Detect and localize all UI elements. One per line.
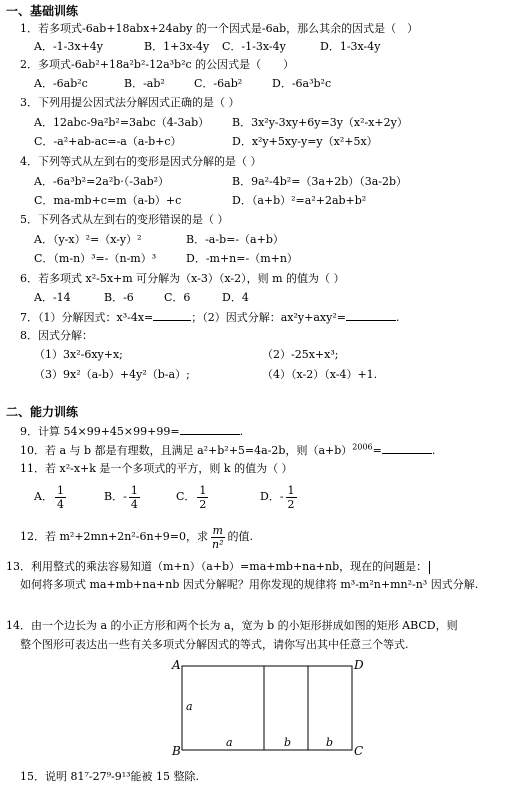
vertex-a-label: A — [172, 658, 181, 672]
q2-option-b: B．-ab² — [124, 77, 165, 90]
q1-option-d: D．1-3x-4y — [320, 40, 381, 53]
q3-option-d: D．x²y+5xy-y=y（x²+5x） — [232, 135, 378, 148]
section-title-ability: 二、能力训练 — [6, 405, 79, 419]
fraction: $\frac{m}{\text{n²}}$ — [212, 523, 224, 551]
q11-option-a: A． $\frac{1}{4}$ — [34, 483, 64, 511]
q8-item-3: （3）9x²（a-b）+4y²（b-a）; — [34, 368, 190, 381]
q5-option-b: B．-a-b=-（a+b） — [186, 233, 284, 246]
q4-option-b: B．9a²-4b²=（3a+2b）（3a-2b） — [232, 175, 408, 188]
bottom-a-label: a — [226, 736, 233, 749]
q1-option-c: C．-1-3x-4y — [222, 40, 286, 53]
vertex-d-label: D — [354, 658, 364, 672]
q7-blank-1[interactable] — [153, 310, 191, 321]
q5-option-a: A．（y-x）²=（x-y）² — [34, 233, 142, 246]
q13-line-1: 13．利用整式的乘法容易知道（m+n）（a+b）=ma+mb+na+nb，现在的问题是： — [6, 560, 430, 574]
q11-option-c: C． $\frac{1}{2}$ — [176, 483, 207, 511]
q10-blank[interactable] — [382, 443, 432, 454]
q11-option-b: B．- $\frac{1}{4}$ — [104, 483, 138, 511]
q10-line — [20, 443, 435, 458]
vertex-b-label: B — [172, 744, 181, 758]
q4-option-c: C．ma-mb+c=m（a-b）+c — [34, 194, 182, 207]
q4-option-d: D．（a+b）²=a²+2ab+b² — [232, 194, 367, 207]
fraction: $\frac{1}{4}$ — [56, 483, 64, 511]
q6-stem: 6．若多项式 x²-5x+m 可分解为（x-3）（x-2），则 m 的值为（ ） — [20, 272, 345, 285]
side-a-label: a — [186, 700, 193, 713]
q9-part2: . — [239, 425, 244, 438]
q2-stem: 2．多项式-6ab²+18a²b²-12a³b²c 的公因式是（ ） — [20, 58, 295, 71]
q11-option-d: D．- $\frac{1}{2}$ — [260, 483, 295, 511]
q2-option-a: A．-6ab²c — [34, 77, 88, 90]
q6-option-b: B．-6 — [104, 291, 134, 304]
q3-option-c: C．-a²+ab-ac=-a（a-b+c） — [34, 135, 182, 148]
q7-part1: 7．（1）分解因式：x³-4x= — [20, 311, 154, 324]
bottom-b-label-2: b — [326, 736, 334, 749]
figure-rectangle-abcd — [170, 660, 370, 760]
q1-stem: 1．若多项式-6ab+18abx+24aby 的一个因式是-6ab，那么其余的因式是（ ） — [20, 22, 419, 35]
q2-option-d: D．-6a³b²c — [272, 77, 332, 90]
q8-item-2: （2）-25x+x³; — [262, 348, 339, 361]
q3-option-b: B．3x²y-3xy+6y=3y（x²-x+2y） — [232, 116, 408, 129]
bottom-b-label-1: b — [284, 736, 292, 749]
q6-option-a: A．-14 — [34, 291, 71, 304]
fraction: $\frac{1}{4}$ — [130, 483, 138, 511]
q5-option-c: C．（m-n）³=-（n-m）³ — [34, 252, 157, 265]
q8-stem: 8．因式分解： — [20, 329, 93, 342]
q2-option-c: C．-6ab² — [194, 77, 243, 90]
q7-blank-2[interactable] — [346, 310, 396, 321]
q9-blank[interactable] — [180, 424, 240, 435]
q1-option-b: B．1+3x-4y — [144, 40, 210, 53]
vertex-c-label: C — [354, 744, 364, 758]
q5-stem: 5．下列各式从左到右的变形错误的是（ ） — [20, 213, 229, 226]
q9-line — [20, 424, 243, 439]
q10-part2: = — [372, 444, 382, 457]
q5-option-d: D．-m+n=-（m+n） — [186, 252, 298, 265]
q7-line — [20, 310, 399, 325]
q6-option-d: D．4 — [222, 291, 249, 304]
q4-option-a: A．-6a³b²=2a²b·（-3ab²） — [34, 175, 170, 188]
q10-part1: 10．若 a 与 b 都是有理数，且满足 a²+b²+5=4a-2b，则（a+b） — [20, 444, 353, 457]
q9-part1: 9．计算 54×99+45×99+99= — [20, 425, 180, 438]
q3-stem: 3．下列用提公因式法分解因式正确的是（ ） — [20, 96, 240, 109]
fraction: $\frac{1}{2}$ — [287, 483, 295, 511]
q12-line: 12．若 m²+2mn+2n²-6n+9=0，求 $\frac{m}{\text{n²}}$ 的值. — [20, 523, 254, 551]
q4-stem: 4．下列等式从左到右的变形是因式分解的是（ ） — [20, 155, 262, 168]
q14-line-1: 14．由一个边长为 a 的小正方形和两个长为 a，宽为 b 的小矩形拼成如图的矩形 ABCD，则 — [6, 619, 458, 632]
q7-part2: ；（2）因式分解：ax²y+axy²= — [191, 311, 346, 324]
q14-line-2: 整个图形可表达出一些有关多项式分解因式的等式，请你写出其中任意三个等式. — [20, 638, 409, 651]
q6-option-c: C．6 — [164, 291, 191, 304]
q1-option-a: A．-1-3x+4y — [34, 40, 104, 53]
q8-item-1: （1）3x²-6xy+x; — [34, 348, 123, 361]
fraction: $\frac{1}{2}$ — [199, 483, 207, 511]
q10-exponent: 2006 — [352, 442, 373, 452]
q13-line-2: 如何将多项式 ma+mb+na+nb 因式分解呢？用你发现的规律将 m³-m²n+mn²-n³ 因式分解. — [20, 578, 479, 591]
figure-svg — [170, 660, 370, 760]
q7-part3: . — [395, 311, 400, 324]
section-title-basic: 一、基础训练 — [6, 4, 79, 18]
q10-part3: . — [431, 444, 436, 457]
text-cursor — [429, 561, 430, 574]
q11-stem: 11．若 x²-x+k 是一个多项式的平方，则 k 的值为（ ） — [20, 462, 293, 475]
q15-line: 15．说明 81⁷-27⁹-9¹³能被 15 整除. — [20, 770, 200, 783]
q3-option-a: A．12abc-9a²b²=3abc（4-3ab） — [34, 116, 210, 129]
q8-item-4: （4）（x-2）（x-4）+1. — [262, 368, 378, 381]
